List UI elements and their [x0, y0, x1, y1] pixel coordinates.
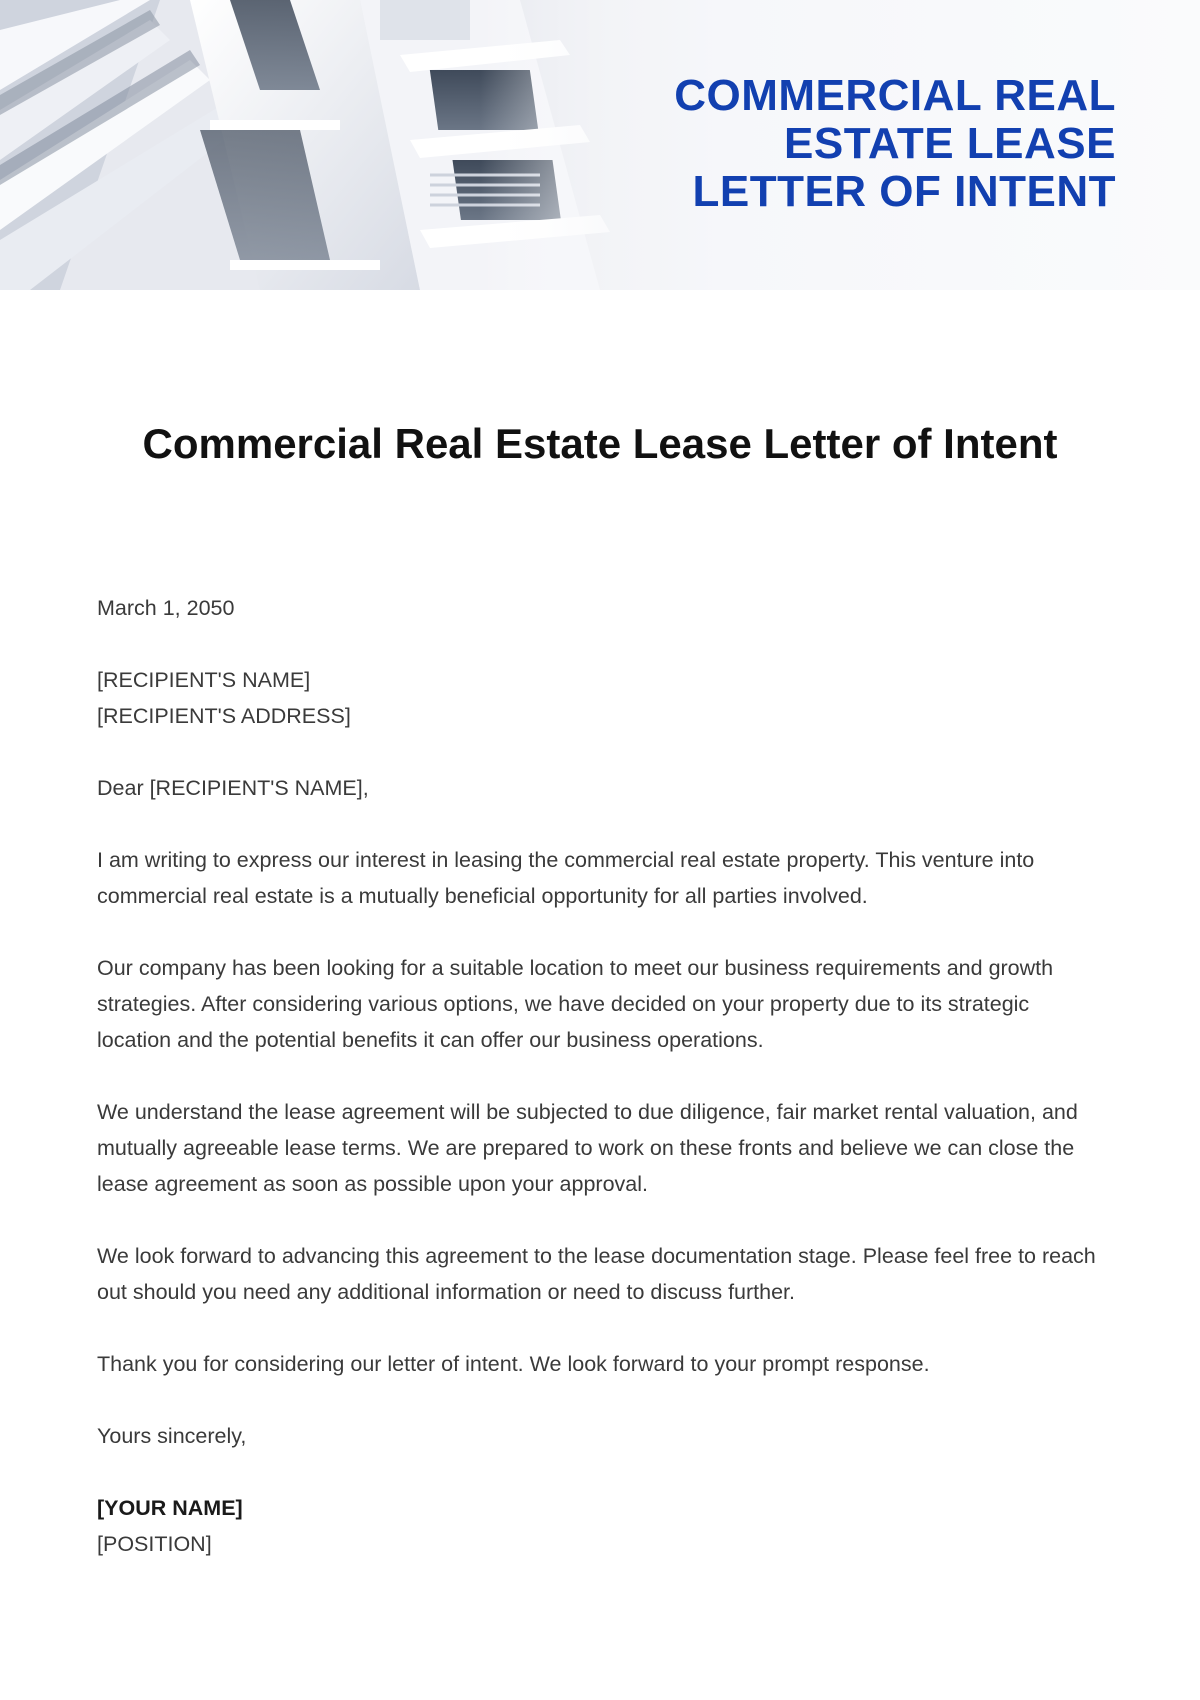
recipient-block — [97, 662, 1107, 734]
letter-date: March 1, 2050 — [97, 596, 235, 620]
closing: Yours sincerely, — [97, 1424, 247, 1448]
paragraph-thanks: Thank you for considering our letter of intent. We look forward to your prompt response. — [97, 1352, 930, 1376]
salutation: Dear [RECIPIENT'S NAME], — [97, 776, 369, 800]
banner-title — [556, 72, 1116, 216]
paragraph-terms: We understand the lease agreement will be subjected to due diligence, fair market rental valuation, and mutually agreeable lease terms. We are prepared to work on these fronts and believe we can close the lease agreement as soon as possible upon your approval. — [97, 1100, 1078, 1196]
paragraph-next-steps: We look forward to advancing this agreement to the lease documentation stage. Please feel free to reach out should you need any additional information or need to discuss further. — [97, 1244, 1096, 1304]
document-title: Commercial Real Estate Lease Letter of Intent — [142, 420, 1058, 467]
banner-title-line-1: COMMERCIAL REAL — [674, 71, 1116, 120]
banner-title-line-2: ESTATE LEASE — [784, 119, 1116, 168]
paragraph-location: Our company has been looking for a suitable location to meet our business requirements and growth strategies. After considering various options, we have decided on your property due to its strategic location and the potential benefits it can offer our business operations. — [97, 956, 1054, 1052]
header-banner — [0, 0, 1200, 290]
recipient-name: [RECIPIENT'S NAME] — [97, 668, 311, 692]
recipient-address: [RECIPIENT'S ADDRESS] — [97, 704, 351, 728]
signature-block — [97, 1490, 1107, 1562]
signer-name: [YOUR NAME] — [97, 1496, 243, 1520]
paragraph-interest: I am writing to express our interest in leasing the commercial real estate property. This venture into commercial real estate is a mutually beneficial opportunity for all parties involved. — [97, 848, 1035, 908]
signer-position: [POSITION] — [97, 1532, 212, 1556]
banner-title-line-3: LETTER OF INTENT — [692, 167, 1116, 216]
letter-body — [97, 590, 1107, 1598]
